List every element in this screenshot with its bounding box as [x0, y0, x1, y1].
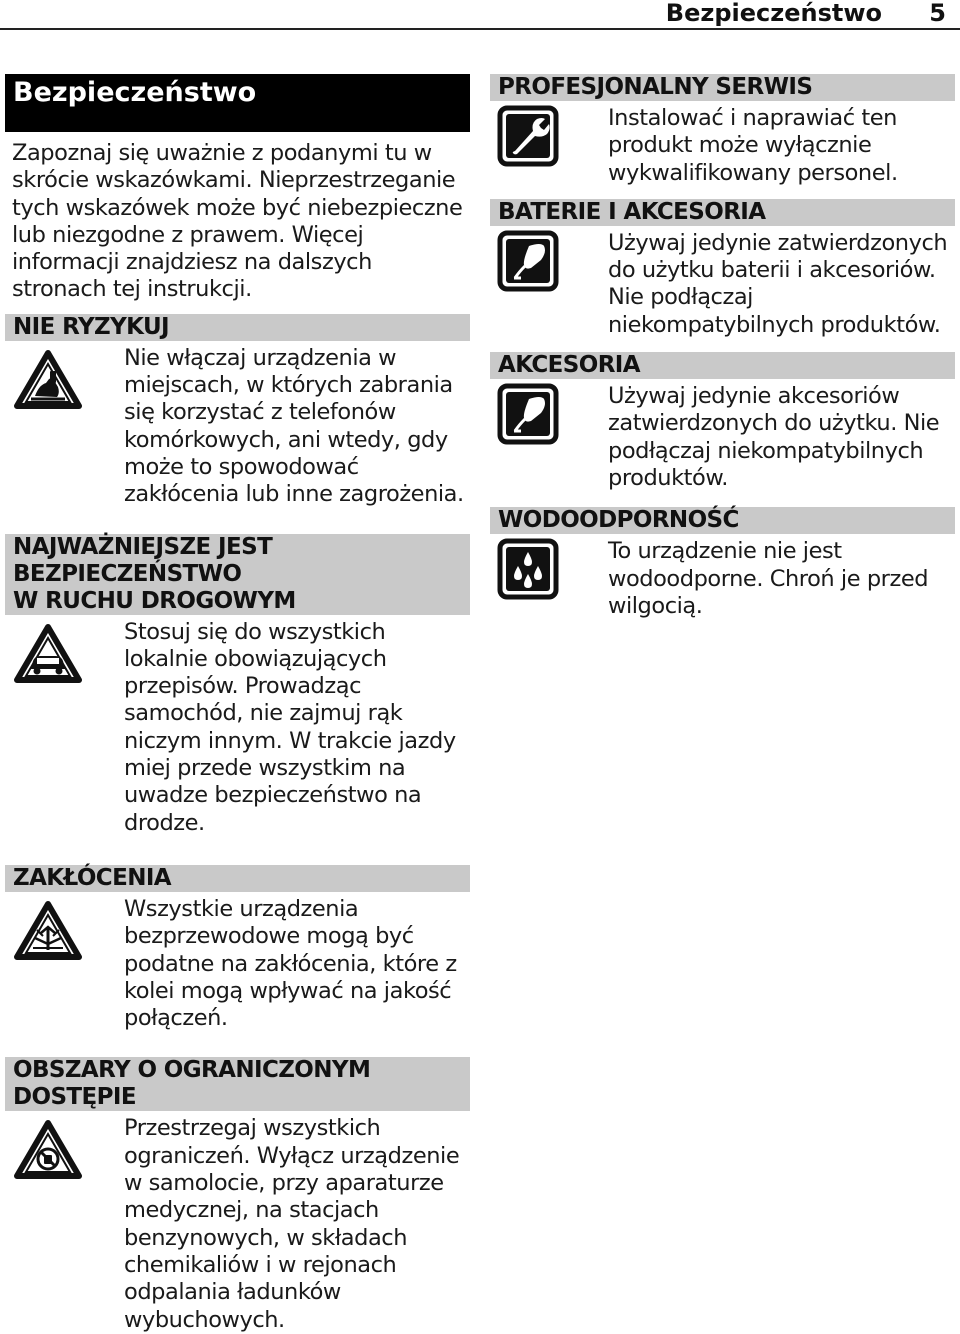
interference-warning-icon — [13, 900, 83, 966]
section-ruch-drogowy — [5, 534, 470, 837]
section-text: To urządzenie nie jest wodoodporne. Chroń je przed wilgocią. — [608, 538, 929, 619]
section-body — [5, 892, 470, 1032]
section-heading: PROFESJONALNY SERWIS — [490, 74, 955, 101]
section-baterie — [490, 199, 955, 339]
switch-on-prohibited-icon — [13, 349, 83, 415]
section-text: Nie włączaj urządzenia w miejscach, w których zabrania się korzystać z telefonów komórkowych, ani wtedy, gdy może to spowodować zakłócenia lub inne zagrożenia. — [124, 344, 464, 508]
section-heading — [5, 534, 470, 615]
section-body — [490, 101, 955, 187]
plug-icon — [497, 383, 559, 449]
car-warning-icon — [13, 623, 83, 689]
water-drops-icon — [497, 538, 559, 604]
section-text: Wszystkie urządzenia bezprzewodowe mogą być podatne na zakłócenia, które z kolei mogą wpływać na jakość połączeń. — [124, 895, 457, 1032]
left-column — [5, 74, 470, 1334]
section-heading: ZAKŁÓCENIA — [5, 865, 470, 892]
page-number: 5 — [929, 0, 946, 27]
intro-text: Zapoznaj się uważnie z podanymi tu w skrócie wskazówkami. Nieprzestrzeganie tych wskazówek może być niebezpieczne lub niezgodne z prawem. Więcej informacji znajdziesz na dalszych stronach tej instrukcji. — [12, 140, 463, 303]
section-nie-ryzykuj — [5, 314, 470, 509]
section-text: Przestrzegaj wszystkich ograniczeń. Wyłącz urządzenie w samolocie, przy aparaturze medycznej, na stacjach benzynowych, w składach chemikaliów i w rejonach odpalania ładunków wybuchowych. — [124, 1115, 460, 1333]
section-text: Stosuj się do wszystkich lokalnie obowiązujących przepisów. Prowadząc samochód, nie zajmuj rąk niczym innym. W trakcie jazdy miej przede wszystkim na uwadze bezpieczeństwo na drodze. — [124, 618, 456, 836]
page-title: Bezpieczeństwo — [5, 74, 470, 132]
section-body — [5, 1111, 470, 1333]
section-body — [490, 379, 955, 492]
section-heading-line2: W RUCHU DROGOWYM — [13, 587, 296, 614]
right-column — [490, 74, 955, 620]
section-body — [490, 534, 955, 620]
section-heading: OBSZARY O OGRANICZONYM DOSTĘPIE — [5, 1057, 470, 1111]
plug-icon — [497, 230, 559, 296]
section-wodoodpornosc — [490, 507, 955, 620]
section-heading: WODOODPORNOŚĆ — [490, 507, 955, 534]
restricted-area-icon — [13, 1119, 83, 1185]
section-zaklocenia — [5, 865, 470, 1032]
section-heading: BATERIE I AKCESORIA — [490, 199, 955, 226]
section-text: Instalować i naprawiać ten produkt może wyłącznie wykwalifikowany personel. — [608, 105, 898, 186]
section-body — [490, 226, 955, 339]
section-body — [5, 615, 470, 837]
section-body — [5, 341, 470, 509]
section-serwis — [490, 74, 955, 187]
wrench-icon — [497, 105, 559, 171]
section-heading: AKCESORIA — [490, 352, 955, 379]
running-header — [0, 0, 960, 30]
section-text: Używaj jedynie zatwierdzonych do użytku baterii i akcesoriów. Nie podłączaj niekompatybilnych produktów. — [608, 229, 948, 338]
section-text: Używaj jedynie akcesoriów zatwierdzonych do użytku. Nie podłączaj niekompatybilnych produktów. — [608, 383, 940, 491]
section-akcesoria — [490, 352, 955, 492]
section-heading: NIE RYZYKUJ — [5, 314, 470, 341]
running-title: Bezpieczeństwo — [665, 0, 882, 27]
section-heading-line1: NAJWAŻNIEJSZE JEST BEZPIECZEŃSTWO — [13, 533, 273, 587]
section-obszary — [5, 1057, 470, 1333]
